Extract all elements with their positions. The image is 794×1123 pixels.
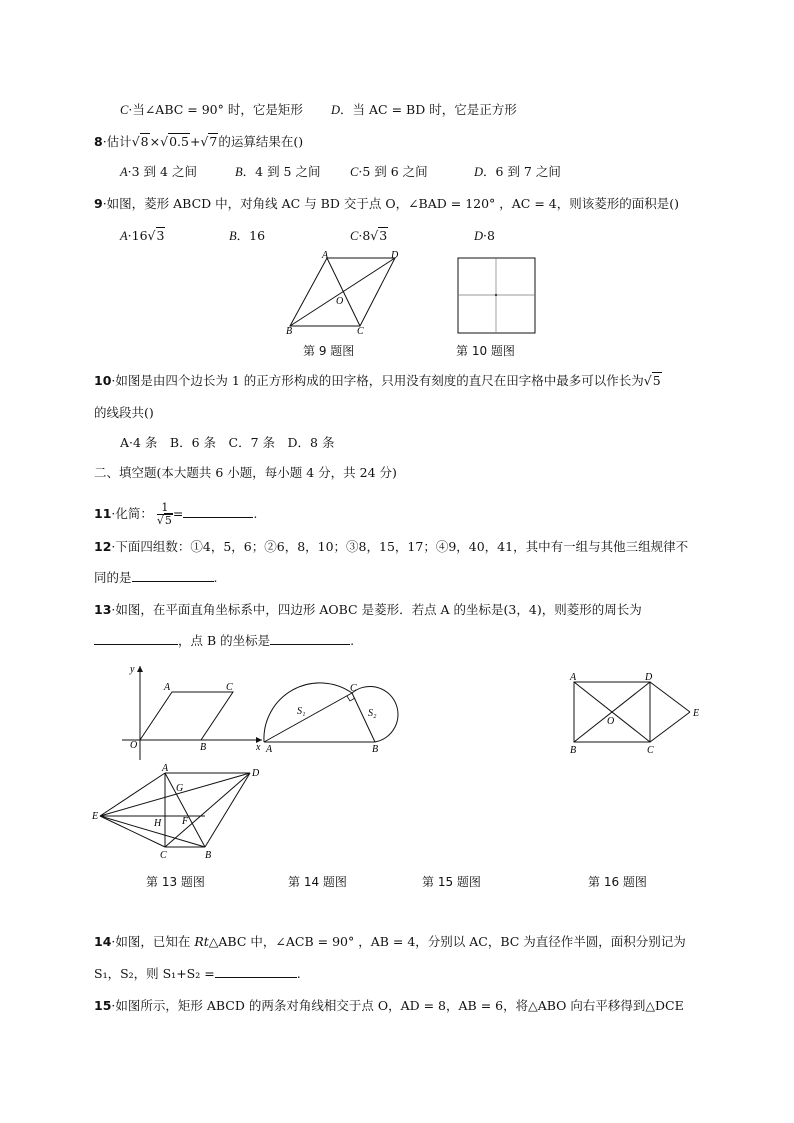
question-11: 11·化简： $\frac{1}{√5}$ = . (94, 501, 258, 527)
svg-text:C: C (226, 682, 233, 693)
figure-13-caption: 第 13 题图 (146, 875, 205, 889)
svg-text:O: O (130, 740, 138, 751)
svg-text:G: G (176, 783, 184, 794)
figure-14-semicircles (264, 683, 398, 755)
question-12-cont: 同的是 . (94, 570, 218, 585)
figure-15-caption: 第 15 题图 (422, 875, 481, 889)
figure-9-caption: 第 9 题图 (303, 344, 355, 358)
question-8: 8·估计√8×√0.5+√7的运算结果在() (94, 134, 304, 149)
svg-text:S₁: S₁ (297, 706, 306, 717)
question-9: 9·如图，菱形 ABCD 中，对角线 AC 与 BD 交于点 O，∠BAD = 120° ，AC = 4，则该菱形的面积是() (94, 196, 679, 211)
fig9-label-c: C (357, 326, 364, 337)
q7-option-d: D．当 AC = BD 时，它是正方形 (331, 102, 517, 117)
q11-fraction: $\frac{1}{√5}$ (156, 501, 172, 527)
svg-text:B: B (200, 742, 207, 753)
svg-text:A: A (162, 763, 169, 774)
svg-text:B: B (570, 745, 577, 756)
svg-text:A: A (164, 682, 171, 693)
q8-option-c: C·5 到 6 之间 (350, 164, 428, 179)
svg-text:H: H (154, 818, 162, 829)
q9-option-b: B．16 (229, 228, 266, 243)
figure-14-caption: 第 14 题图 (288, 875, 347, 889)
question-13: 13·如图，在平面直角坐标系中，四边形 AOBC 是菱形．若点 A 的坐标是(3，4)，则菱形的周长为 (94, 602, 642, 617)
question-10-cont: 的线段共() (94, 405, 154, 420)
svg-text:y: y (130, 664, 135, 675)
svg-text:D: D (645, 672, 653, 683)
question-14: 14·如图，已知在 Rt△ABC 中，∠ACB = 90° ，AB = 4，分别以 AC，BC 为直径作半圆，面积分别记为 (94, 934, 686, 949)
svg-text:A: A (570, 672, 577, 683)
question-14-cont: S₁，S₂，则 S₁+S₂ = . (94, 966, 301, 981)
svg-text:B: B (372, 744, 379, 755)
fig9-label-o: O (336, 296, 344, 307)
fig9-label-b: B (286, 326, 293, 337)
q10-options: A·4 条 B．6 条 C．7 条 D．8 条 (120, 435, 335, 450)
fig9-label-d: D (391, 250, 399, 261)
q9-option-d: D·8 (474, 228, 495, 243)
figure-15-geometry (91, 763, 260, 861)
section-2-title: 二、填空题(本大题共 6 小题，每小题 4 分，共 24 分) (94, 465, 397, 480)
svg-text:E: E (693, 708, 700, 719)
svg-text:x: x (256, 742, 261, 753)
q7-option-c: C·当∠ABC = 90° 时，它是矩形 (120, 102, 303, 117)
question-13-cont: ，点 B 的坐标是 . (94, 632, 354, 650)
question-12: 12·下面四组数：①4，5，6；②6，8，10；③8，15，17；④9，40，41，其中有一组与其他三组规律不 (94, 539, 689, 554)
svg-text:C: C (350, 683, 357, 694)
q8-option-d: D．6 到 7 之间 (474, 164, 561, 179)
q8-option-a: A·3 到 4 之间 (120, 164, 197, 179)
svg-text:B: B (205, 850, 212, 861)
svg-text:A: A (266, 744, 273, 755)
q8-option-b: B．4 到 5 之间 (235, 164, 321, 179)
svg-text:E: E (92, 811, 99, 822)
fig9-label-a: A (322, 250, 329, 261)
figure-13-rhombus-axes (122, 664, 262, 760)
question-15: 15·如图所示，矩形 ABCD 的两条对角线相交于点 O，AD = 8，AB = 6，将△ABO 向右平移得到△DCE (94, 998, 684, 1013)
svg-text:S₂: S₂ (368, 708, 377, 719)
figure-10-caption: 第 10 题图 (456, 344, 515, 358)
svg-text:O: O (607, 716, 615, 727)
question-10: 10·如图是由四个边长为 1 的正方形构成的田字格，只用没有刻度的直尺在田字格中最多可以作长为√5 (94, 373, 661, 388)
svg-text:F: F (182, 816, 189, 827)
svg-text:C: C (647, 745, 654, 756)
q9-option-a: A·16√3 (120, 228, 165, 243)
q14-answer-blank[interactable] (215, 965, 297, 978)
svg-text:C: C (160, 850, 167, 861)
q9-option-c: C·8√3 (350, 228, 388, 243)
figure-16-rectangle (569, 672, 699, 756)
figure-16-caption: 第 16 题图 (588, 875, 647, 889)
svg-text:D: D (252, 768, 260, 779)
